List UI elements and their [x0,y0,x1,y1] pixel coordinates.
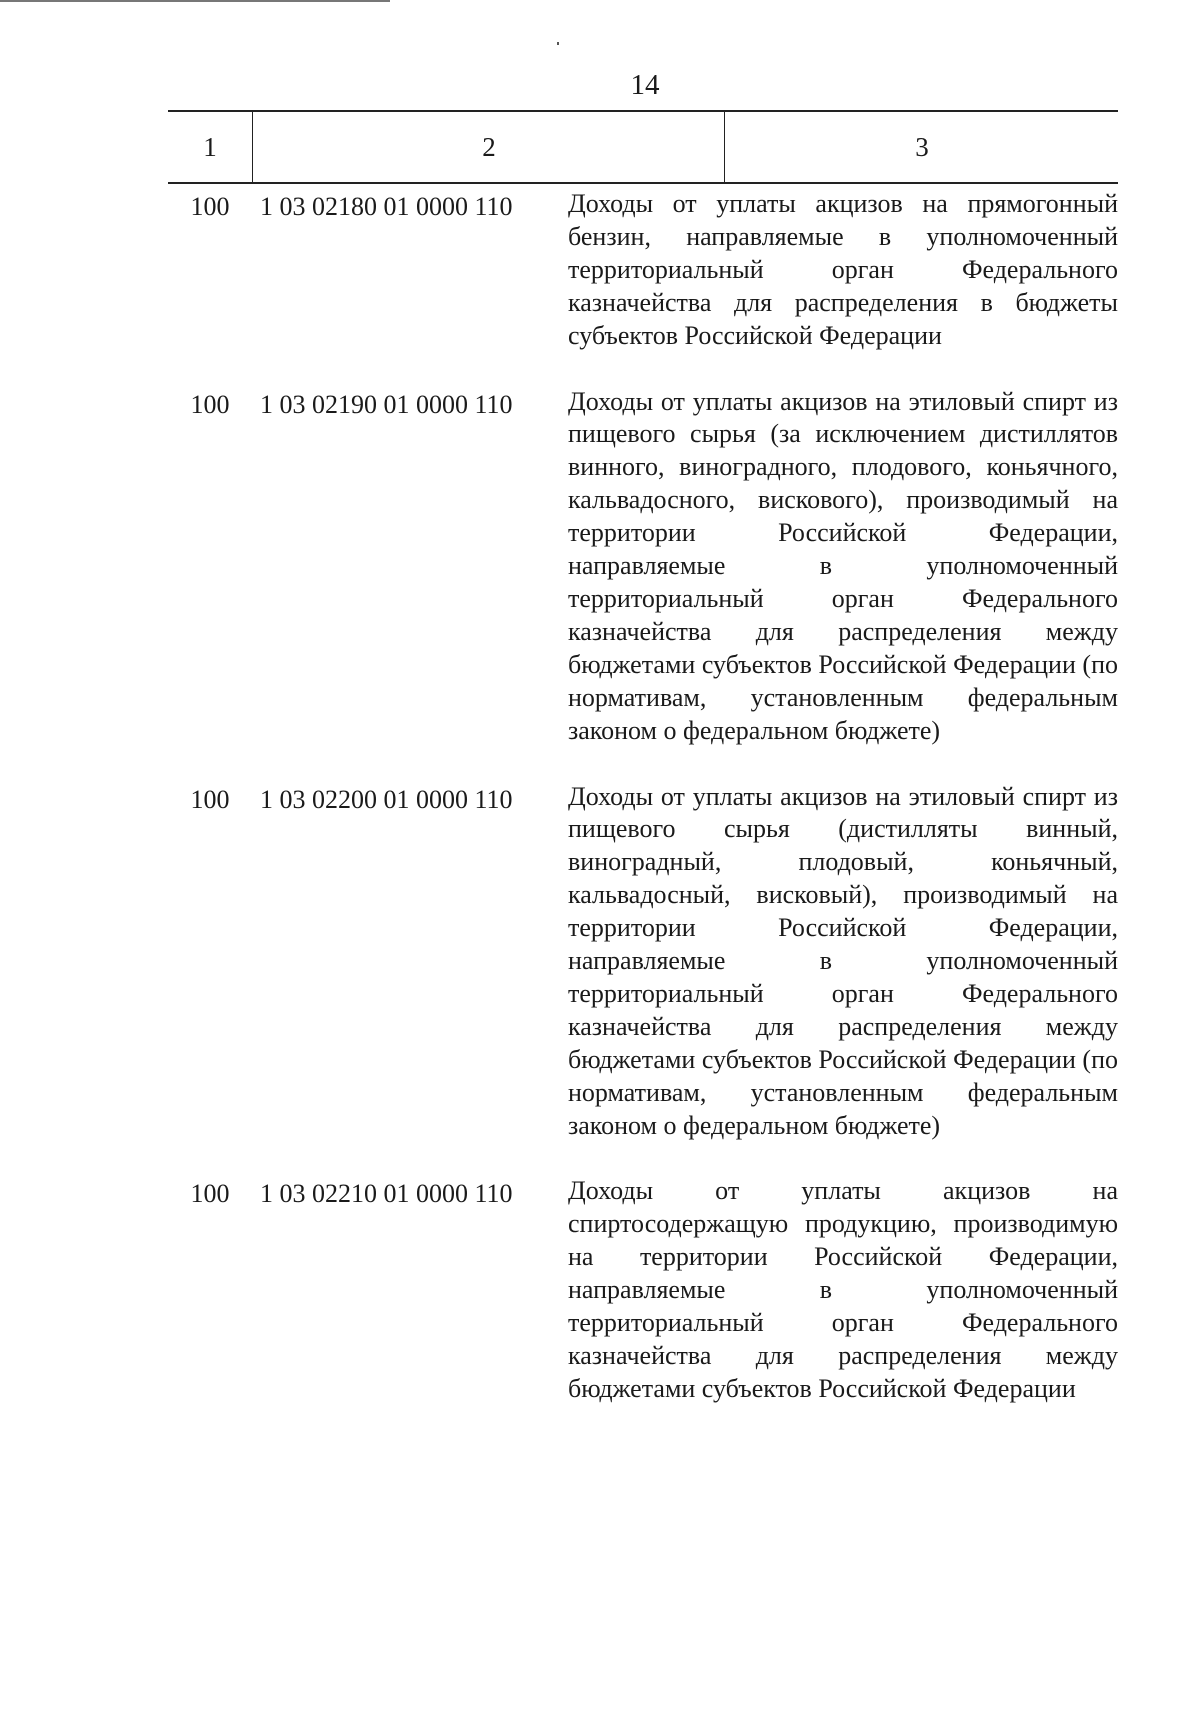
kbk-cell: 1 03 02190 01 0000 110 [260,389,513,419]
table-row [168,386,1118,748]
scan-edge-line [0,0,390,2]
admin-code-cell: 100 [190,192,230,221]
admin-code-cell: 100 [190,784,230,814]
scan-speck [557,42,559,45]
kbk-cell: 1 03 02210 01 0000 110 [260,1179,513,1209]
header-col-1: 1 [203,131,217,162]
table-row [168,781,1118,1143]
kbk-cell: 1 03 02200 01 0000 110 [260,784,513,814]
table-row [168,1175,1118,1405]
description-text: Доходы от уплаты акцизов на прямогонный бензин, направляемые в уполномоченный территориальный орган Федерального казначейства для распределения в бюджеты субъектов Российской Федерации [568,189,1118,350]
table-header [168,110,1118,184]
kbk-cell: 1 03 02180 01 0000 110 [260,192,513,221]
table-row [168,188,1118,353]
description-text: Доходы от уплаты акцизов на этиловый спирт из пищевого сырья (за исключением дистиллятов винного, виноградного, плодового, коньячного, кальвадосного, вискового), производимый на территории Российской Федерации, направляемые в уполномоченный территориальный орган Федерального казначейства для распределения между бюджетами субъектов Российской Федерации (по нормативам, установленным федеральным законом о федеральном бюджете) [568,386,1118,745]
admin-code-cell: 100 [190,1179,230,1209]
description-cell [568,781,1118,1143]
page-number: 14 [630,69,660,101]
description-cell [568,1175,1118,1405]
table-body [168,188,1118,1439]
header-col-3: 3 [724,112,1119,182]
admin-code-cell: 100 [190,389,230,419]
description-cell [568,386,1118,748]
header-col-2: 2 [252,112,725,182]
description-text: Доходы от уплаты акцизов на спиртосодержащую продукцию, производимую на территории Российской Федерации, направляемые в уполномоченный территориальный орган Федерального казначейства для распределения между бюджетами субъектов Российской Федерации [568,1176,1118,1403]
description-text: Доходы от уплаты акцизов на этиловый спирт из пищевого сырья (дистилляты винный, виноградный, плодовый, коньячный, кальвадосный, висковый), производимый на территории Российской Федерации, направляемые в уполномоченный территориальный орган Федерального казначейства для распределения между бюджетами субъектов Российской Федерации (по нормативам, установленным федеральным законом о федеральном бюджете) [568,781,1118,1140]
description-cell [568,188,1118,353]
